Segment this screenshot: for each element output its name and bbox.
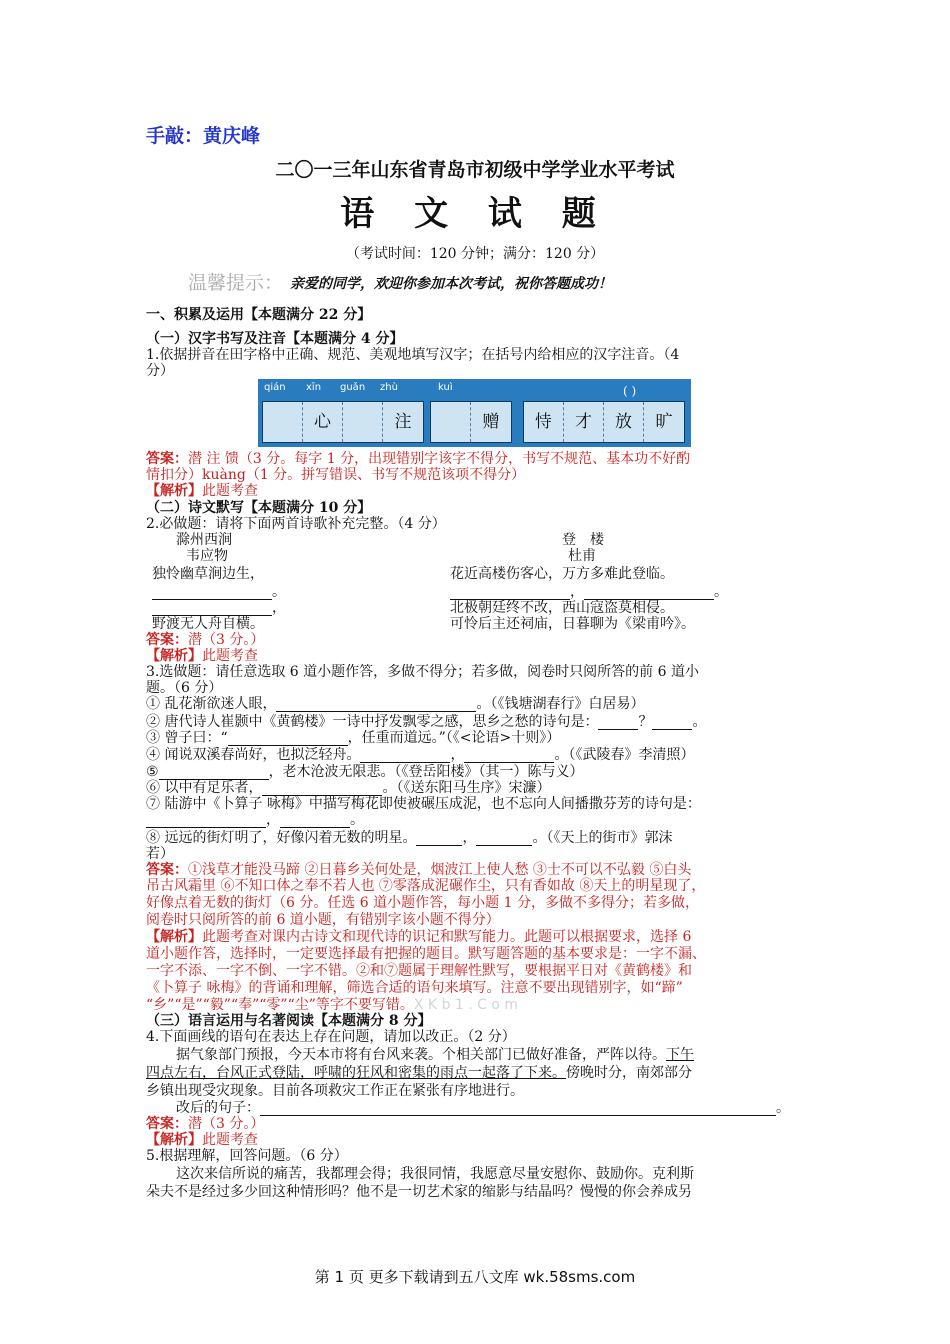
question-1-line1: 1.依据拼音在田字格中正确、规范、美观地填写汉字；在括号内给相应的汉字注音。（4 [146, 347, 680, 363]
grid-cell: 旷 [655, 412, 673, 432]
pinyin-label: qián [264, 382, 286, 393]
q3-item-7: ⑦ 陆游中《卜算子 咏梅》中描写梅花即使被碾压成泥，也不忘向人间播撒芬芳的诗句是： [146, 796, 701, 812]
page-title: 语 文 试 题 [340, 194, 610, 234]
grid-cell: 注 [394, 412, 412, 432]
explain-3-line2: 道小题作答，选择时，一定要选择最有把握的题目。默写题答题的基本要求是：一字不漏、 [146, 946, 706, 962]
question-5: 5.根据理解，回答问题。（6 分） [146, 1148, 348, 1164]
poem-right-line3: 北极朝廷终不改，西山寇盗莫相侵。 [450, 600, 674, 616]
poem-right-title: 登 楼 [562, 532, 604, 548]
q3-item-6: ⑥ 以中有足乐者， 。（《送东阳马生序》宋濂） [146, 780, 551, 796]
q4-passage-line2: 四点左右，台风正式登陆，呼啸的狂风和密集的雨点一起落了下来。傍晚时分，南郊部分 [146, 1065, 692, 1081]
q3-item-8: ⑧ 远远的街灯明了，好像闪着无数的明星。 ， 。（《天上的街市》郭沫 [146, 830, 673, 846]
question-4: 4.下面画线的语句在表达上存在问题，请加以改正。（2 分） [146, 1029, 516, 1045]
answer-3: 答案：①浅草才能没马蹄 ②日暮乡关何处是，烟波江上使人愁 ③士不可以不弘毅 ⑤白头 [146, 862, 692, 878]
poem-left-blank2: 。 [152, 584, 286, 600]
q3-item-8-cont: 若） [146, 846, 174, 862]
explain-3: 【解析】此题考查对课内古诗文和现代诗的识记和默写能力。此题可以根据要求，选择 6 [146, 929, 692, 945]
poem-right-blank2: ， 。 [450, 584, 728, 600]
question-1-line2: 分） [146, 363, 174, 379]
answer-3-line2: 吊古风霜里 ⑥不知口体之奉不若人也 ⑦零落成泥碾作尘，只有香如故 ⑧天上的明星现了， [146, 878, 706, 894]
annotation-parentheses: ( ) [623, 384, 637, 398]
subsection-1-heading: （一）汉字书写及注音【本题满分 4 分】 [146, 331, 404, 347]
q3-item-3: ③ 曾子曰：“ ，任重而道远。”（《<论语>十则》） [146, 730, 561, 746]
q3-item-1: ① 乱花渐欲迷人眼， 。（《钱塘湖春行》白居易） [146, 696, 645, 712]
subsection-2-heading: （二）诗文默写【本题满分 10 分】 [146, 500, 372, 516]
explain-4: 【解析】此题考查 [146, 1132, 258, 1148]
poem-left-blank3: ， [152, 600, 286, 616]
exam-subtitle: 二〇一三年山东省青岛市初级中学学业水平考试 [275, 159, 675, 181]
grid-cell: 心 [303, 402, 343, 442]
question-3-line1: 3.选做题：请任意选取 6 道小题作答，多做不得分；若多做，阅卷时只阅所答的前 6 道小 [146, 664, 699, 680]
poem-left-line1: 独怜幽草涧边生， [152, 566, 264, 582]
grid-cell: 才 [564, 402, 604, 442]
grid-cell: 放 [604, 402, 644, 442]
grid-cell [431, 402, 471, 442]
typist-credit: 手敲：黄庆峰 [146, 125, 261, 147]
character-grid-image [258, 379, 691, 447]
q3-item-7-blanks: ， 。 [146, 812, 364, 828]
subsection-3-heading: （三）语言运用与名著阅读【本题满分 8 分】 [146, 1013, 432, 1029]
pinyin-label: zhù [380, 382, 398, 393]
question-2: 2.必做题：请将下面两首诗歌补充完整。（4 分） [146, 516, 446, 532]
pinyin-label: guǎn [340, 382, 366, 393]
q5-passage-line1: 这次来信所说的痛苦，我都理会得；我很同情，我愿意尽量安慰你、鼓励你。克利斯 [176, 1166, 694, 1182]
pinyin-label: xīn [306, 382, 322, 393]
grid-cell: 赠 [482, 412, 500, 432]
tip-text: 亲爱的同学，欢迎你参加本次考试，祝你答题成功！ [290, 276, 612, 292]
tip-label: 温馨提示： [188, 272, 284, 294]
page-footer: 第 1 页 更多下载请到五八文库 wk.58sms.com [314, 1268, 636, 1286]
grid-cell [343, 402, 383, 442]
exam-info: （考试时间：120 分钟；满分：120 分） [345, 246, 605, 262]
answer-1: 答案：潜 注 馈（3 分。每字 1 分，出现错别字该字不得分，书写不规范、基本功不好酌 [146, 451, 691, 467]
poem-right-line1: 花近高楼伤客心，万方多难此登临。 [450, 566, 674, 582]
grid-group-3 [523, 401, 685, 443]
answer-3-line4: 阅卷时只阅所答的前 6 道小题，有错别字该小题不得分） [146, 912, 500, 928]
poem-left-line4: 野渡无人舟自横。 [152, 616, 264, 632]
answer-1-cont: 情扣分）kuàng（1 分。拼写错误、书写不规范该项不得分） [146, 467, 526, 483]
grid-group-1 [262, 401, 424, 443]
grid-group-2 [430, 401, 512, 443]
q5-passage-line2: 朵夫不是经过多少回这种情形吗？他不是一切艺术家的缩影与结晶吗？慢慢的你会养成另 [146, 1184, 692, 1200]
explain-1: 【解析】此题考查 [146, 483, 258, 499]
question-3-line2: 题。（6 分） [146, 680, 223, 696]
explain-3-line5: “乡”“是”“毅”“奉”“零”“尘”等字不要写错。X K b 1 . C o m [146, 997, 519, 1013]
q3-item-5: ⑤ ，老木沧波无限悲。（《登岳阳楼》（其一）陈与义） [146, 764, 584, 780]
pinyin-label: kuì [438, 382, 453, 393]
q3-item-4: ④ 闻说双溪春尚好，也拟泛轻舟。 ， 。（《武陵春》李清照） [146, 747, 695, 763]
answer-2: 答案：潜（3 分。） [146, 632, 265, 648]
explain-3-line4: 《卜算子 咏梅》的背诵和理解，筛选合适的语句来填写。注意不要出现错别字，如“蹄” [146, 980, 683, 996]
poem-right-author: 杜甫 [568, 548, 596, 564]
grid-cell [263, 402, 303, 442]
q4-passage-line3: 乡镇出现受灾现象。目前各项救灾工作正在紧张有序地进行。 [146, 1083, 524, 1099]
explain-3-line3: 一字不添、一字不倒、一字不错。②和⑦题属于理解性默写，要根据平日对《黄鹤楼》和 [146, 963, 692, 979]
q3-item-2: ② 唐代诗人崔颢中《黄鹤楼》一诗中抒发飘零之感，思乡之愁的诗句是： ？ 。 [146, 714, 707, 730]
answer-3-line3: 好像点着无数的街灯（6 分。任选 6 道小题作答，每小题 1 分，多做不多得分；若多做， [146, 895, 699, 911]
section-1-heading: 一、积累及运用【本题满分 22 分】 [146, 307, 372, 323]
poem-left-title: 滁州西涧 [176, 532, 232, 548]
q4-passage-line1: 据气象部门预报，今天本市将有台风来袭。个相关部门已做好准备，严阵以待。下午 [176, 1047, 694, 1063]
poem-left-author: 韦应物 [186, 548, 228, 564]
grid-cell: 恃 [524, 402, 564, 442]
q4-fix-line: 改后的句子： 。 [176, 1100, 790, 1116]
explain-2: 【解析】此题考查 [146, 648, 258, 664]
watermark: X K b 1 . C o m [413, 997, 519, 1013]
answer-4: 答案：潜（3 分。） [146, 1116, 265, 1132]
poem-right-line4: 可怜后主还祠庙，日暮聊为《梁甫吟》。 [450, 616, 695, 632]
